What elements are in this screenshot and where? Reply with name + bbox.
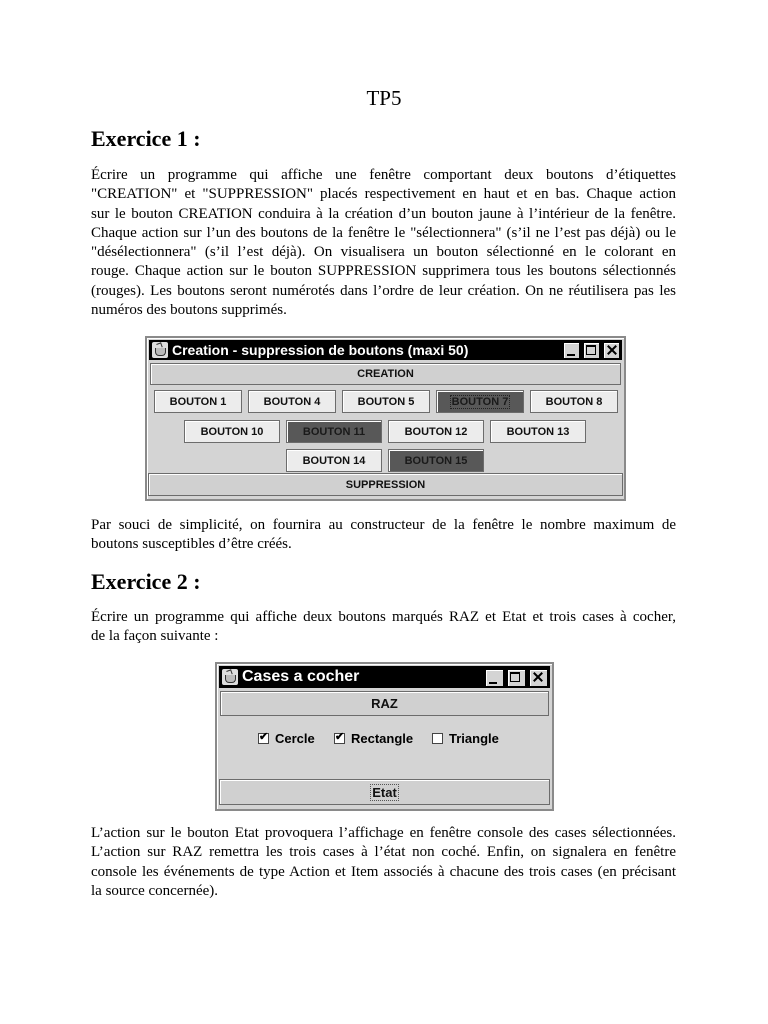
text-line: boutons susceptibles d’être créés. — [91, 536, 292, 553]
bouton-button[interactable] — [286, 449, 382, 472]
window-title: Creation - suppression de boutons (maxi 50) — [172, 342, 469, 358]
bouton-label: BOUTON 4 — [263, 395, 321, 408]
java-cup-icon[interactable] — [152, 342, 168, 358]
bouton-button[interactable] — [388, 420, 484, 443]
window-title: Cases a cocher — [242, 668, 360, 685]
checkbox-unchecked-icon[interactable] — [432, 733, 443, 744]
bouton-button[interactable] — [154, 390, 242, 413]
bouton-label: BOUTON 8 — [545, 395, 603, 408]
creation-label: CREATION — [357, 368, 414, 380]
checkbox-label: Triangle — [449, 731, 499, 746]
checkbox-label: Cercle — [275, 731, 315, 746]
bouton-label: BOUTON 11 — [302, 425, 366, 438]
creation-suppression-window — [145, 336, 626, 501]
bouton-label: BOUTON 10 — [200, 425, 264, 438]
checkbox-checked-icon[interactable] — [334, 733, 345, 744]
text-line: Écrire un programme qui affiche deux boutons marqués RAZ et Etat et trois cases à cocher, — [91, 609, 676, 625]
window-titlebar[interactable] — [219, 666, 550, 688]
bouton-button-selected[interactable] — [388, 449, 484, 472]
text-line: Chaque action sur l’un des boutons de la fenêtre le "sélectionnera" (s’il ne l’est pas déjà) ou le — [91, 224, 676, 241]
cases-a-cocher-window — [215, 662, 554, 811]
bouton-label: BOUTON 15 — [404, 454, 468, 467]
text-line: rouge. Chaque action sur le bouton SUPPRESSION supprimera tous les boutons sélectionnés — [91, 263, 676, 280]
text-line: "désélectionnera" (s’il l’est déjà). On visualisera un bouton sélectionné en le colorant en — [91, 244, 676, 261]
suppression-label: SUPPRESSION — [345, 478, 426, 491]
checkbox-cercle[interactable] — [258, 731, 315, 746]
checkbox-rectangle[interactable] — [334, 731, 413, 746]
close-icon[interactable] — [529, 669, 548, 687]
bouton-label: BOUTON 5 — [357, 395, 415, 408]
exercise-2-heading: Exercice 2 : — [91, 569, 201, 594]
bouton-button[interactable] — [342, 390, 430, 413]
minimize-icon[interactable] — [485, 669, 504, 687]
checkbox-label: Rectangle — [351, 731, 414, 746]
etat-label: Etat — [372, 784, 397, 800]
exercise-1-heading: Exercice 1 : — [91, 126, 201, 151]
bouton-button[interactable] — [248, 390, 336, 413]
text-line: Par souci de simplicité, on fournira au constructeur de la fenêtre le nombre maximum de — [91, 517, 676, 533]
creation-button[interactable] — [150, 363, 621, 385]
etat-button[interactable] — [219, 779, 550, 805]
raz-label: RAZ — [371, 696, 398, 711]
bouton-button[interactable] — [184, 420, 280, 443]
java-cup-icon[interactable] — [222, 669, 238, 685]
text-line: sur le bouton CREATION conduira à la création d’un bouton jaune à l’intérieur de la fenêtre. — [91, 205, 676, 222]
text-line: la source concernée). — [91, 882, 219, 899]
minimize-icon[interactable] — [563, 342, 580, 359]
text-line: L’action sur RAZ remettra les trois cases à l’état non coché. Enfin, on signalera en fenêtre — [91, 844, 676, 861]
bouton-button-selected[interactable] — [286, 420, 382, 443]
text-line: numéros des boutons supprimés. — [91, 302, 287, 319]
bouton-label: BOUTON 12 — [404, 425, 468, 438]
text-line: Écrire un programme qui affiche une fenêtre comportant deux boutons d’étiquettes — [91, 167, 676, 183]
raz-button[interactable] — [220, 691, 549, 716]
bouton-label: BOUTON 7 — [451, 395, 509, 408]
text-line: "CREATION" et "SUPPRESSION" placés respectivement en haut et en bas. Chaque action — [91, 186, 676, 203]
maximize-icon[interactable] — [507, 669, 526, 687]
maximize-icon[interactable] — [583, 342, 600, 359]
exercise-1-text — [91, 166, 676, 320]
bouton-label: BOUTON 14 — [302, 454, 366, 467]
bouton-button-selected[interactable] — [436, 390, 524, 413]
bouton-button[interactable] — [490, 420, 586, 443]
window-titlebar[interactable] — [149, 340, 622, 360]
page-title: TP5 — [366, 86, 402, 110]
bouton-label: BOUTON 13 — [506, 425, 570, 438]
checkbox-checked-icon[interactable] — [258, 733, 269, 744]
exercise-2-note — [91, 824, 676, 901]
text-line: L’action sur le bouton Etat provoquera l’affichage en fenêtre console des cases sélectionnées. — [91, 825, 676, 841]
exercise-1-note — [91, 516, 676, 555]
text-line: (rouges). Les boutons seront numérotés dans l’ordre de leur création. On ne réutilisera pas les — [91, 282, 676, 299]
exercise-2-text — [91, 608, 676, 647]
text-line: de la façon suivante : — [91, 628, 219, 645]
text-line: console les événements de type Action et Item associés à chacune des trois cases (en précisant — [91, 863, 676, 880]
bouton-label: BOUTON 1 — [169, 395, 227, 408]
close-icon[interactable] — [603, 342, 620, 359]
checkbox-triangle[interactable] — [432, 731, 499, 746]
bouton-button[interactable] — [530, 390, 618, 413]
suppression-button[interactable] — [148, 473, 623, 496]
